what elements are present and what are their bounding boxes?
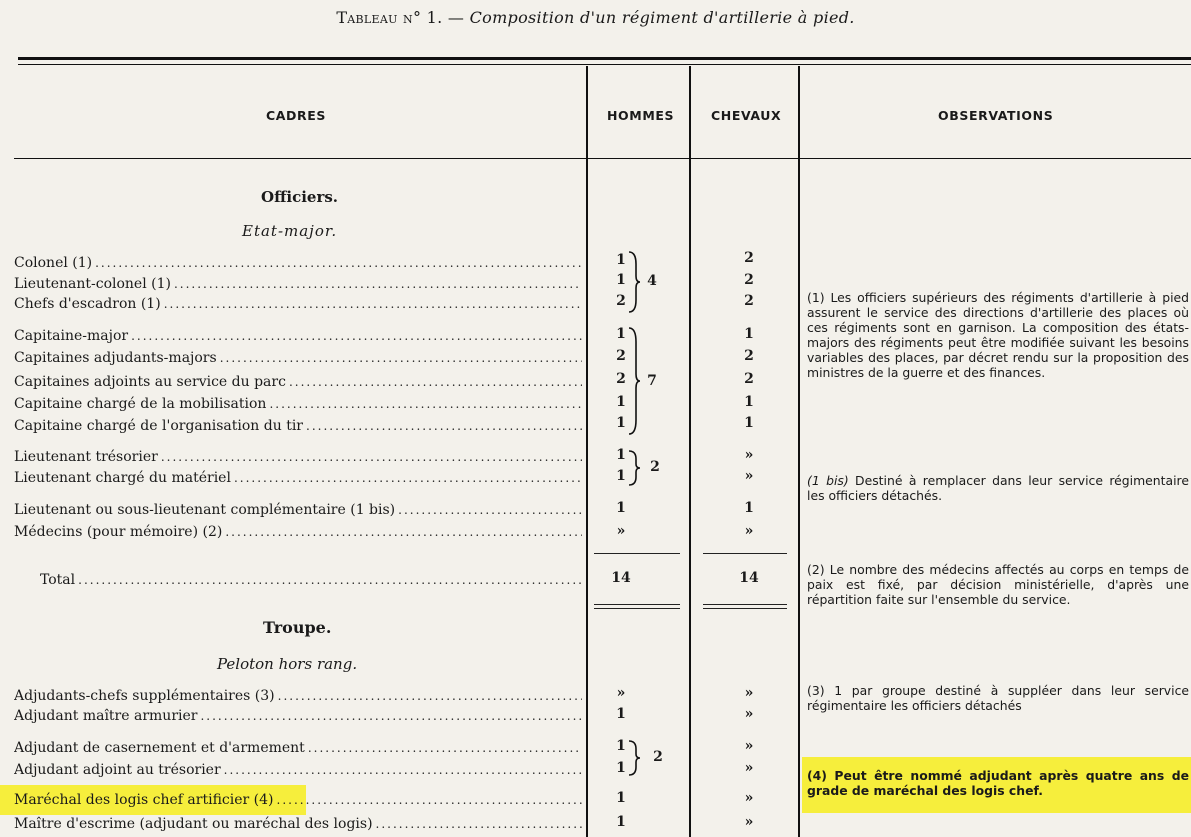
- observation-note-3: (3) 1 par groupe destiné à suppléer dans leur service régimentaire les officiers détachés: [807, 683, 1189, 713]
- hommes-cell: »: [616, 523, 626, 539]
- table-row: Maître d'escrime (adjudant ou maréchal des logis) .....: [14, 814, 582, 834]
- chevaux-cell: 1: [744, 500, 754, 516]
- chevaux-cell: 2: [744, 272, 754, 288]
- table-row: Capitaine chargé de l'organisation du tir .....: [14, 416, 582, 436]
- table-row: Capitaines adjoints au service du parc .....: [14, 372, 582, 392]
- observation-note-2: (2) Le nombre des médecins affectés au corps en temps de paix est fixé, par décision ministérielle, d'après une répartition faite sur l'ensemble du service.: [807, 562, 1189, 607]
- table-row: Maréchal des logis chef artificier (4) .....: [14, 790, 582, 810]
- chevaux-cell: 2: [744, 348, 754, 364]
- hommes-cell: 1: [616, 500, 626, 516]
- chevaux-cell: »: [744, 523, 754, 539]
- hommes-cell: 1: [616, 252, 626, 268]
- hommes-cell: »: [616, 685, 626, 701]
- hommes-cell: 1: [616, 790, 626, 806]
- column-rule-1: [586, 66, 588, 837]
- brace-icon: [627, 739, 641, 777]
- table-row: Capitaine-major .....: [14, 326, 582, 346]
- chevaux-cell: »: [744, 685, 754, 701]
- table-row: Capitaine chargé de la mobilisation .....: [14, 394, 582, 414]
- table-number: Tableau n° 1.: [336, 8, 443, 27]
- hommes-cell: 1: [616, 415, 626, 431]
- chevaux-cell: »: [744, 468, 754, 484]
- group-total: 2: [650, 459, 660, 475]
- hommes-cell: 1: [616, 468, 626, 484]
- chevaux-cell: »: [744, 814, 754, 830]
- etat-major-heading: Etat-major.: [242, 222, 338, 240]
- chevaux-cell: 1: [744, 415, 754, 431]
- table-row: Capitaines adjudants-majors .....: [14, 348, 582, 368]
- hommes-cell: 1: [616, 814, 626, 830]
- chevaux-cell: 1: [744, 326, 754, 342]
- chevaux-cell: 2: [744, 293, 754, 309]
- peloton-heading: Peloton hors rang.: [217, 655, 358, 673]
- subtotal-rule: [594, 553, 680, 554]
- group-total: 7: [647, 373, 657, 389]
- hommes-cell: 1: [616, 738, 626, 754]
- chevaux-cell: 1: [744, 394, 754, 410]
- table-title: Tableau n° 1. — Composition d'un régiment d'artillerie à pied.: [336, 8, 855, 27]
- hommes-cell: 2: [616, 293, 626, 309]
- chevaux-cell: »: [744, 760, 754, 776]
- brace-icon: [627, 449, 641, 487]
- hommes-cell: 2: [616, 348, 626, 364]
- officiers-heading: Officiers.: [261, 188, 339, 206]
- column-rule-2: [689, 66, 691, 837]
- chevaux-cell: »: [744, 706, 754, 722]
- table-caption: Composition d'un régiment d'artillerie à pied.: [469, 8, 855, 27]
- total-hommes: 14: [611, 570, 631, 586]
- header-cadres: CADRES: [266, 108, 326, 123]
- troupe-heading: Troupe.: [263, 618, 332, 637]
- group-total: 4: [647, 273, 657, 289]
- hommes-cell: 1: [616, 394, 626, 410]
- table-row: Colonel (1) .....: [14, 253, 582, 273]
- chevaux-cell: 2: [744, 371, 754, 387]
- group-total: 2: [653, 749, 663, 765]
- total-rule: [594, 608, 680, 609]
- column-rule-3: [798, 66, 800, 837]
- total-chevaux: 14: [739, 570, 759, 586]
- table-row: Lieutenant chargé du matériel .....: [14, 468, 582, 488]
- top-rule-thin: [18, 64, 1191, 65]
- total-row: Total .....: [40, 570, 582, 590]
- hommes-cell: 1: [616, 326, 626, 342]
- table-row: Lieutenant ou sous-lieutenant complémentaire (1 bis) .....: [14, 500, 582, 520]
- table-row: Adjudant maître armurier .....: [14, 706, 582, 726]
- hommes-cell: 2: [616, 371, 626, 387]
- chevaux-cell: »: [744, 447, 754, 463]
- header-observations: OBSERVATIONS: [938, 108, 1054, 123]
- hommes-cell: 1: [616, 272, 626, 288]
- top-rule-thick: [18, 57, 1191, 60]
- table-row: Adjudant adjoint au trésorier .....: [14, 760, 582, 780]
- total-rule: [703, 608, 787, 609]
- table-row: Adjudant de casernement et d'armement .....: [14, 738, 582, 758]
- table-row: Lieutenant trésorier .....: [14, 447, 582, 467]
- table-row: Adjudants-chefs supplémentaires (3) .....: [14, 686, 582, 706]
- observation-note-1bis: (1 bis) Destiné à remplacer dans leur service régimentaire les officiers détachés.: [807, 473, 1189, 503]
- total-rule: [703, 604, 787, 605]
- header-rule: [14, 158, 1191, 159]
- header-chevaux: CHEVAUX: [711, 108, 782, 123]
- observation-note-4: (4) Peut être nommé adjudant après quatre ans de grade de maréchal des logis chef.: [807, 768, 1189, 798]
- header-hommes: HOMMES: [607, 108, 675, 123]
- chevaux-cell: »: [744, 790, 754, 806]
- chevaux-cell: »: [744, 738, 754, 754]
- subtotal-rule: [703, 553, 787, 554]
- chevaux-cell: 2: [744, 250, 754, 266]
- hommes-cell: 1: [616, 447, 626, 463]
- total-rule: [594, 604, 680, 605]
- table-row: Lieutenant-colonel (1) .....: [14, 274, 582, 294]
- table-row: Chefs d'escadron (1) .....: [14, 294, 582, 314]
- table-row: Médecins (pour mémoire) (2) .....: [14, 522, 582, 542]
- hommes-cell: 1: [616, 760, 626, 776]
- observation-note-1: (1) Les officiers supérieurs des régiments d'artillerie à pied assurent le service des directions d'artillerie des places où ces régiments sont en garnison. La composition des états-majors des régiments peut être modifiée suivant les besoins variables des places, par décret rendu sur la proposition des ministres de la guerre et des finances.: [807, 290, 1189, 380]
- hommes-cell: 1: [616, 706, 626, 722]
